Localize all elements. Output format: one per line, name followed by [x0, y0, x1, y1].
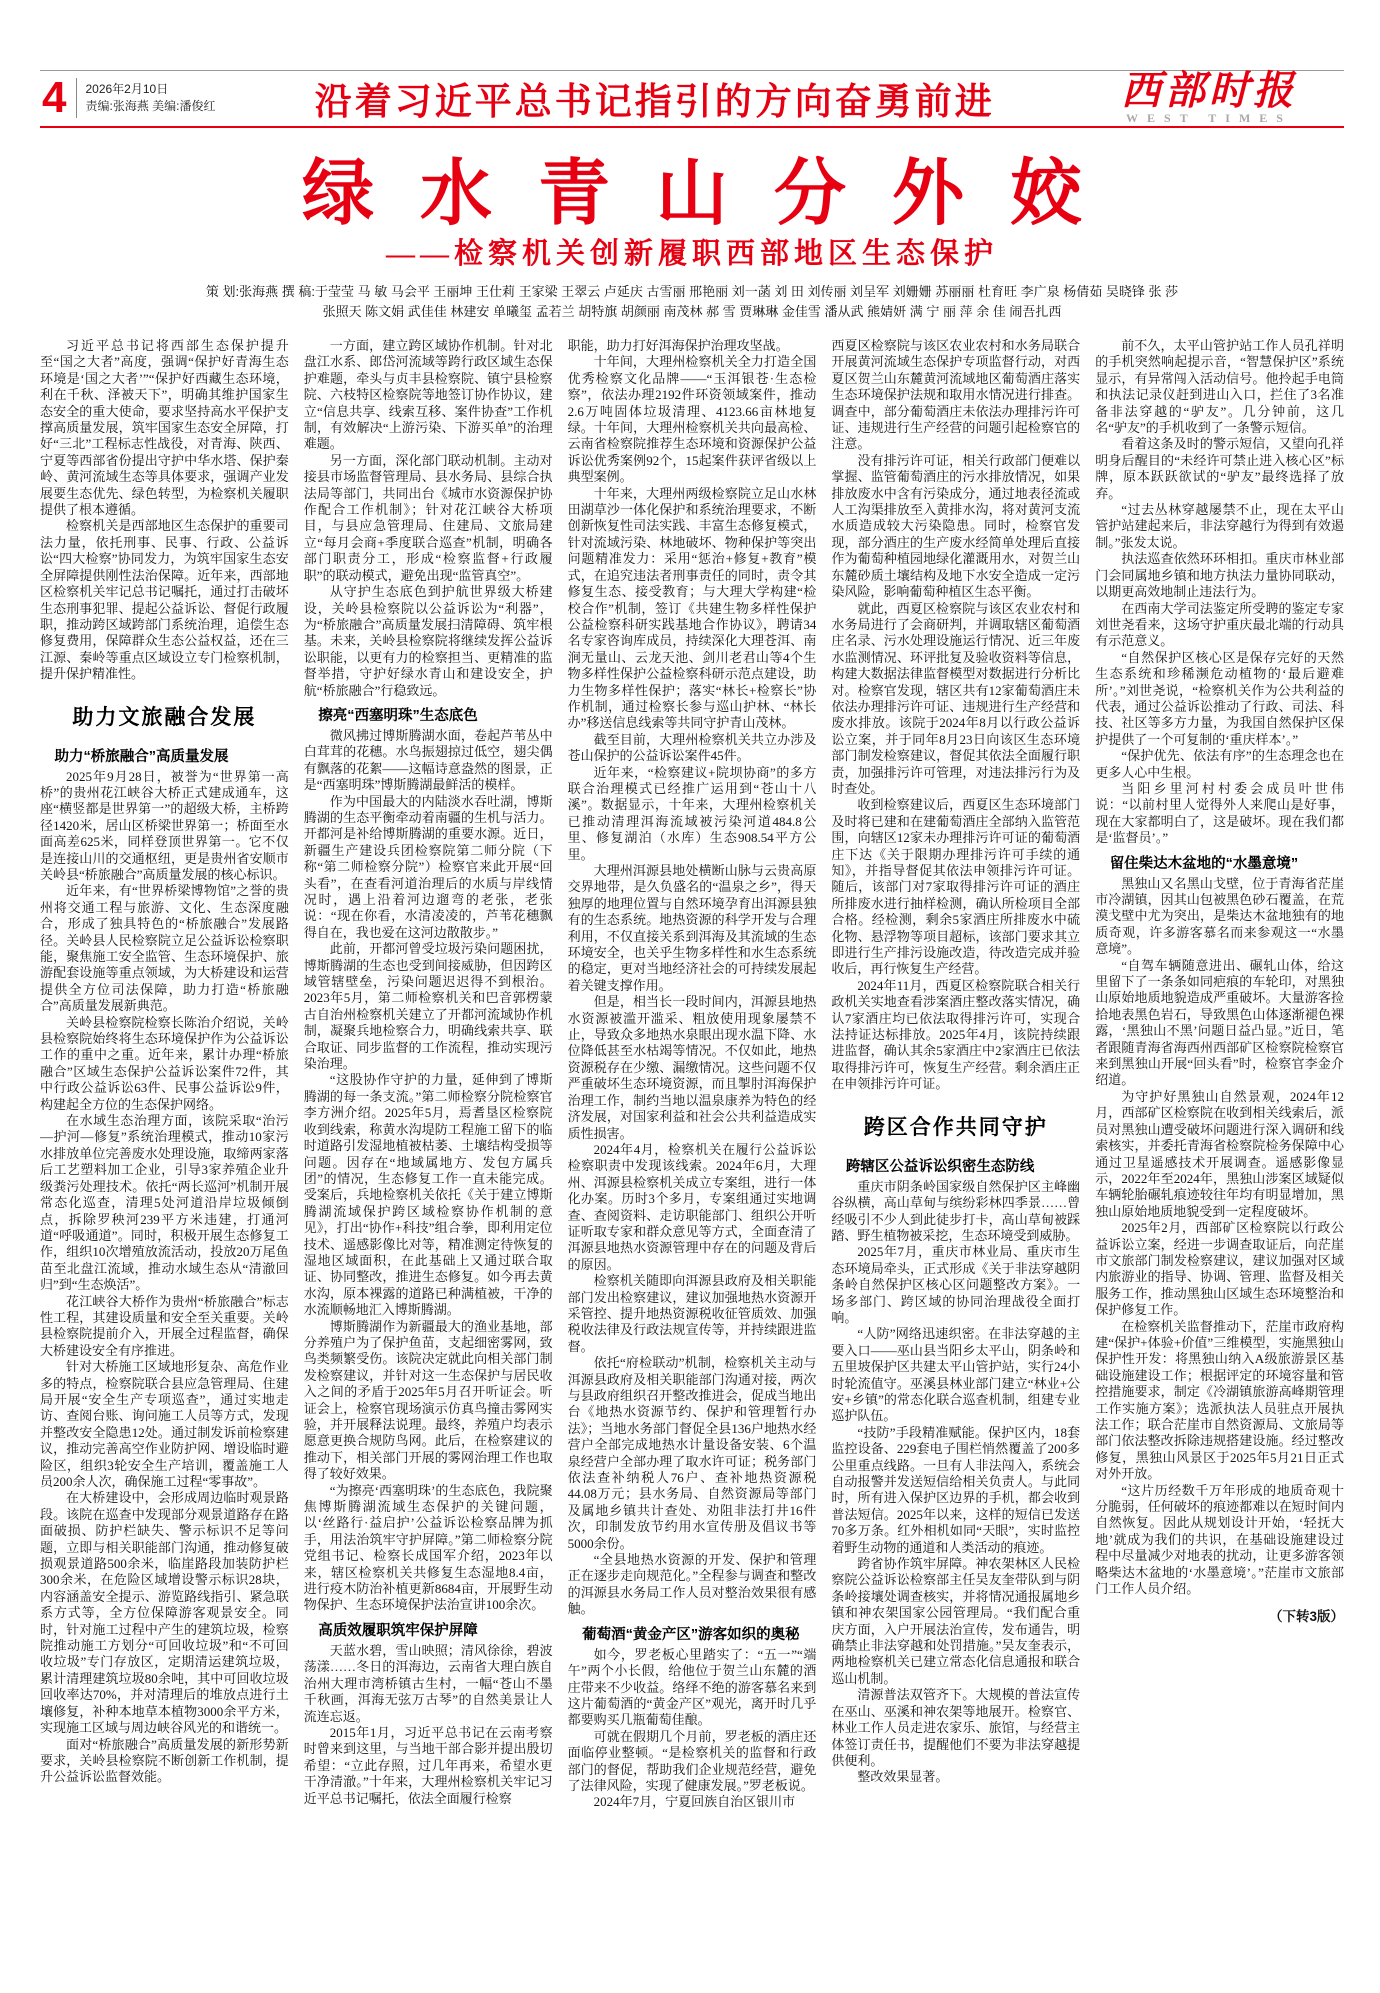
paragraph: 就此，西夏区检察院与该区农业农村和水务局进行了会商研判，并调取辖区葡萄酒庄名录、污水处理设施运行情况、近三年废水监测情况、环评批复及验收资料等信息，构建大数据法律监督模型对数据进行分析比对。检察官发现，辖区共有12家葡萄酒庄未依法办理排污许可证、违规进行生产经营和废水排放。该院于2024年8月以行政公益诉讼立案，并于同年8月23日向该区生态环境部门制发检察建议，督促其依法全面履行职责，加强排污许可管理，对违法排污行为及时查处。 — [831, 600, 1081, 796]
paragraph-continued: 西夏区检察院与该区农业农村和水务局联合开展黄河流域生态保护专项监督行动，对西夏区贺兰山东麓黄河流域地区葡萄酒庄落实生态环境保护法规和取用水情况进行排查。调查中，部分葡萄酒庄未依法办理排污许可证、违规进行生产经营的问题引起检察官的注意。 — [831, 338, 1081, 452]
paragraph: 天蓝水碧，雪山映照；清风徐徐，碧波荡漾……冬日的洱海边，云南省大理白族自治州大理市湾桥镇古生村，一幅“苍山不墨千秋画，洱海无弦万古琴”的自然美景让人流连忘返。 — [303, 1642, 553, 1724]
paragraph: 面对“桥旅融合”高质量发展的新形势新要求，关岭县检察院不断创新工作机制，提升公益诉讼监督效能。 — [40, 1736, 289, 1785]
paragraph: 前不久，太平山管护站工作人员孔祥明的手机突然响起提示音，“智慧保护区”系统显示，有异常闯入活动信号。他拎起手电筒和执法记录仪赶到进山入口，拦住了3名准备非法穿越的“驴友”。几分钟前，这几名“驴友”的手机收到了一条警示短信。 — [1095, 338, 1344, 436]
paragraph: 花江峡谷大桥作为贵州“桥旅融合”标志性工程，其建设质量和安全至关重要。关岭县检察院提前介入，开展全过程监督，确保大桥建设安全有序推进。 — [40, 1293, 289, 1358]
byline — [40, 282, 1344, 322]
paragraph: 2025年7月，重庆市林业局、重庆市生态环境局牵头，正式形成《关于非法穿越阴条岭自然保护区核心区问题整改方案》。一场多部门、跨区域的协同治理战役全面打响。 — [831, 1244, 1081, 1325]
paragraph: 但是，相当长一段时间内，洱源县地热水资源被滥开滥采、粗放使用现象屡禁不止，导致众多地热水泉眼出现水温下降、水位降低甚至水枯竭等情况。不仅如此，地热资源税存在少缴、漏缴情况。这些问题不仅严重破坏生态环境资源，而且掣肘洱海保护治理工作，制约当地以温泉康养为特色的经济发展，对国家利益和社会公共利益造成实质性损害。 — [567, 994, 817, 1141]
subsection-heading: 跨辖区公益诉讼织密生态防线 — [845, 1158, 1035, 1175]
paragraph: “过去丛林穿越屡禁不止，现在太平山管护站建起来后，非法穿越行为得到有效遏制。”张发太说。 — [1095, 502, 1344, 550]
paragraph: “保护优先、依法有序”的生态理念也在更多人心中生根。 — [1095, 748, 1344, 780]
byline-line1: 策 划:张海燕 撰 稿:于莹莹 马 敏 马会平 王丽坤 王仕莉 王家梁 王翠云 卢延庆 古雪丽 邢艳丽 刘一菡 刘 田 刘传丽 刘呈军 刘姗姗 苏丽丽 杜育旺 李广泉 杨倩茹 吴晓锋 张 莎 — [205, 284, 1179, 299]
paragraph: 可就在假期几个月前，罗老板的酒庄还面临停业整顿。“是检察机关的监督和行政部门的督促，帮助我们企业规范经营，避免了法律风险，实现了健康发展。”罗老板说。 — [567, 1728, 817, 1793]
newspaper-page — [0, 70, 1380, 1930]
paragraph: 大理州洱源县地处横断山脉与云贵高原交界地带，是久负盛名的“温泉之乡”，得天独厚的地理位置与自然环境孕育出洱源县独有的生态系统。地热资源的科学开发与合理利用，不仅直接关系到洱海及其流域的生态环境安全，也关乎生物多样性和水生态系统的稳定，更对当地经济社会的可持续发展起着关键支撑作用。 — [567, 863, 817, 993]
column-3 — [568, 338, 817, 1930]
paragraph: 2024年7月，宁夏回族自治区银川市 — [593, 1794, 796, 1810]
paragraph: 黑独山又名黑山戈壁，位于青海省茫崖市冷湖镇，因其山包被黑色砂石覆盖，在荒漠戈壁中尤为突出，是柴达木盆地独有的地质奇观，许多游客慕名而来参观这一“水墨意境”。 — [1095, 875, 1344, 957]
paragraph: 当阳乡里河村村委会成员叶世伟说：“以前村里人觉得外人来爬山是好事，现在大家都明白了，这是破坏。现在我们都是‘监督员’。” — [1095, 780, 1344, 846]
paragraph: 在西南大学司法鉴定所受聘的鉴定专家刘世尧看来，这场守护重庆最北端的行动具有示范意义。 — [1095, 600, 1344, 649]
paragraph: “自然保护区核心区是保存完好的天然生态系统和珍稀濒危动植物的‘最后避难所’。”刘世尧说，“检察机关作为公共利益的代表，通过公益诉讼推动了行政、司法、科技、社区等多方力量，为我国自然保护区保护提供了一个可复制的‘重庆样本’。” — [1095, 649, 1344, 747]
paragraph: 近年来，“检察建议+院坝协商”的多方联合治理模式已经推广运用到“苍山十八溪”。数据显示，十年来，大理州检察机关已推动清理洱海流域被污染河道484.8公里、修复湖泊（水库）生态908.54平方公里。 — [567, 764, 817, 862]
paragraph: 检察机关随即向洱源县政府及相关职能部门发出检察建议，建议加强地热水资源开采管控、提升地热资源税收征管质效、加强税收法律及行政法规宣传等，并持续跟进监督。 — [567, 1273, 817, 1354]
header-divider — [76, 78, 77, 118]
subsection-heading: 葡萄酒“黄金产区”游客如织的奥秘 — [582, 1626, 800, 1643]
page-number: 4 — [42, 73, 67, 122]
paragraph: 十年来，大理州两级检察院立足山水林田湖草沙一体化保护和系统治理要求，不断创新恢复性司法实践、丰富生态修复模式，针对流域污染、林地破坏、物种保护等突出问题精准发力：采用“惩治+修复+教育”模式，在追究违法者刑事责任的同时，责令其修复生态、接受教育；与大理大学构建“检校合作”机制，签订《共建生物多样性保护公益检察科研实践基地合作协议》，聘请34名专家咨询库成员，持续深化大理苍洱、南涧无量山、云龙天池、剑川老君山等4个生物多样性保护公益检察科研示范点建设，助力生物多样性保护；落实“林长+检察长”协作机制，通过检察长参与巡山护林、“林长办”移送信息线索等共同守护青山茂林。 — [567, 485, 817, 731]
paragraph: 收到检察建议后，西夏区生态环境部门及时将已建和在建葡萄酒庄全部纳入监管范围，向辖区12家未办理排污许可证的葡萄酒庄下达《关于限期办理排污许可手续的通知》，并指导督促其依法申领排污许可证。随后，该部门对7家取得排污许可证的酒庄所排废水进行抽样检测，确认所检项目全部合格。经检测，剩余5家酒庄所排废水中硫化物、悬浮物等项目超标，该部门要求其立即进行生产排污设施改造，待改造完成并验收后，再行恢复生产经营。 — [831, 797, 1081, 977]
paragraph: 针对大桥施工区域地形复杂、高危作业多的特点，检察院联合县应急管理局、住建局开展“安全生产专项巡查”，通过实地走访、查阅台账、询问施工人员等方式，发现并整改安全隐患12处。通过制发诉前检察建议，推动完善高空作业防护网、增设临时避险区，组织3轮安全生产培训，覆盖施工人员200余人次，确保施工过程“零事故”。 — [40, 1359, 289, 1489]
paragraph: 十年间，大理州检察机关全力打造全国优秀检察文化品牌——“玉洱银苍·生态检察”，依法办理2192件环资领域案件，推动2.6万吨固体垃圾清理、4123.66亩林地复绿。十年间，大理州检察机关共向最高检、云南省检察院推荐生态环境和资源保护公益诉讼优秀案例92个，15起案件获评省级以上典型案例。 — [567, 354, 817, 485]
column-2 — [304, 338, 553, 1930]
paragraph: 2015年1月，习近平总书记在云南考察时曾来到这里，与当地干部合影并提出殷切希望：“立此存照，过几年再来，希望水更干净清澈。”十年来，大理州检察机关牢记习近平总书记嘱托，依法全面履行检察 — [303, 1724, 553, 1806]
article-columns — [40, 338, 1344, 1930]
byline-line2: 张照天 陈文娟 武佳佳 林建安 单曦玺 孟若兰 胡特旗 胡颜丽 南茂林 郝 雪 贾琳琳 金佳雪 潘从武 熊婧妍 满 宁 丽 萍 余 佳 闹吾扎西 — [322, 304, 1062, 319]
date-editor-block — [85, 81, 235, 115]
paragraph: 检察机关是西部地区生态保护的重要司法力量，依托刑事、民事、行政、公益诉讼“四大检察”协同发力，为筑牢国家生态安全屏障提供刚性法治保障。近年来，西部地区检察机关牢记总书记嘱托，通过打击破坏生态刑事犯罪、提起公益诉讼、督促行政履职，推动跨区域跨部门系统治理，追偿生态修复费用，保障群众生态公益权益，还在三江源、秦岭等重点区域设立专门检察机制，提升保护精准性。 — [40, 518, 289, 682]
paragraph: 如今，罗老板心里踏实了：“五一”“端午”两个小长假，给他位于贺兰山东麓的酒庄带来不少收益。络绎不绝的游客慕名来到这片葡萄酒的“黄金产区”观光，离开时几乎都要购买几瓶葡萄佳酿。 — [567, 1646, 817, 1728]
masthead — [1074, 70, 1344, 126]
paragraph: 整改效果显著。 — [857, 1769, 949, 1785]
paragraph: 执法巡查依然环环相扣。重庆市林业部门会同属地乡镇和地方执法力量协同联动，以期更高效地制止违法行为。 — [1095, 551, 1344, 600]
issue-date: 2026年2月10日 — [85, 82, 169, 96]
paragraph: 看着这条及时的警示短信，又望向孔祥明身后醒目的“未经许可禁止进入核心区”标牌，原本跃跃欲试的“驴友”最终选择了放弃。 — [1095, 436, 1344, 501]
paragraph: 2024年4月，检察机关在履行公益诉讼检察职责中发现该线索。2024年6月，大理州、洱源县检察机关成立专案组，进行一体化办案。历时3个多月，专案组通过实地调查、查阅资料、走访职能部门、组织公开听证听取专家和群众意见等方式，全面查清了洱源县地热水资源管理中存在的问题及背后的原因。 — [567, 1141, 817, 1272]
paragraph: “人防”网络迅速织密。在非法穿越的主要入口——巫山县当阳乡太平山，阴条岭和五里坡保护区共建太平山管护站，实行24小时轮流值守。巫溪县林业部门建立“林业+公安+乡镇”的常态化联合巡查机制，组建专业巡护队伍。 — [831, 1326, 1081, 1424]
paragraph: “自驾车辆随意进出、碾轧山体，给这里留下了一条条如同疤痕的车轮印，对黑独山原始地质地貌造成严重破坏。大量游客捡拾地表黑色岩石，导致黑色山体逐渐褪色裸露，‘黑独山不黑’问题日益凸显。”近日，笔者跟随青海省海西州西部矿区检察院检察官来到黑独山开展“回头看”时，检察官李金介绍道。 — [1095, 957, 1344, 1088]
paragraph: 另一方面，深化部门联动机制。主动对接县市场监督管理局、县水务局、县综合执法局等部门，共同出台《城市水资源保护协作配合工作机制》；针对花江峡谷大桥项目，与县应急管理局、住建局、文旅局建立“每月会商+季度联合巡查”机制，明确各部门职责分工，形成“检察监督+行政履职”的联动模式，避免出现“监管真空”。 — [303, 452, 553, 583]
paragraph: “这股协作守护的力量，延伸到了博斯腾湖的每一条支流。”第二师检察分院检察官李方洲介绍。2025年5月，焉耆垦区检察院收到线索，称黄水沟堤防工程施工留下的临时道路引发湿地植被枯萎、土壤结构受损等问题。因存在“地域属地方、发包方属兵团”的情况，生态修复工作一直未能完成。受案后，兵地检察机关依托《关于建立博斯腾湖流域保护跨区域检察协作机制的意见》，打出“协作+科技”组合拳，即利用定位技术、遥感影像比对等，精准测定待恢复的湿地区域面积，在此基础上又通过联合取证、协同整改，推进生态修复。如今再去黄水沟，原本裸露的道路已种满植被，干净的水流顺畅地汇入博斯腾湖。 — [303, 1072, 553, 1318]
paragraph: “技防”手段精准赋能。保护区内，18套监控设备、229套电子围栏悄然覆盖了200多公里重点线路。一旦有人非法闯入，系统会自动报警并发送短信给相关负责人。与此同时，所有进入保护区边界的手机，都会收到普法短信。2025年以来，这样的短信已发送70多万条。红外相机如同“天眼”，实时监控着野生动物的通道和人类活动的痕迹。 — [831, 1424, 1081, 1555]
continuation-note: （下转3版） — [1268, 1609, 1344, 1625]
column-5 — [1095, 338, 1344, 1930]
paragraph: “这片历经数千万年形成的地质奇观十分脆弱，任何破坏的痕迹都难以在短时间内自然恢复。因此从规划设计开始，‘轻抚大地’就成为我们的共识，在基础设施建设过程中尽量减少对地表的扰动，让更多游客领略柴达木盆地的‘水墨意境’。”茫崖市文旅部门工作人员介绍。 — [1095, 1482, 1344, 1597]
column-1 — [40, 338, 289, 1930]
paragraph: 清源普法双管齐下。大规模的普法宣传在巫山、巫溪和神农架等地展开。检察官、林业工作人员走进农家乐、旅馆，与经营主体签订责任书，提醒他们不要为非法穿越提供便利。 — [831, 1687, 1081, 1768]
paragraph: 一方面，建立跨区域协作机制。针对北盘江水系、郎岱河流域等跨行政区域生态保护难题，牵头与贞丰县检察院、镇宁县检察院、六枝特区检察院等地签订协作协议，建立“信息共享、线索互移、案件协查”工作机制，有效解决“上游污染、下游买单”的治理难题。 — [303, 338, 553, 452]
paragraph: 近年来，有“世界桥梁博物馆”之誉的贵州将交通工程与旅游、文化、生态深度融合，形成了独具特色的“桥旅融合”发展路径。关岭县人民检察院立足公益诉讼检察职能，聚焦施工安全监管、生态环境保护、旅游配套设施等重点领域，为大桥建设和运营提供全方位司法保障，助力打造“桥旅融合”高质量发展新典范。 — [40, 883, 289, 1014]
paragraph: “全县地热水资源的开发、保护和管理正在逐步走向规范化。”全程参与调查和整改的洱源县水务局工作人员对整治效果很有感触。 — [567, 1552, 817, 1617]
headline-subtitle: ——检察机关创新履职西部地区生态保护 — [385, 238, 998, 270]
paragraph-continued: 职能，助力打好洱海保护治理攻坚战。 — [567, 338, 789, 353]
paragraph: 微风拂过博斯腾湖水面，卷起芦苇丛中白茸茸的花穗。水鸟振翅掠过低空，翅尖偶有飘落的花絮——这幅诗意盎然的图景，正是“西塞明珠”博斯腾湖最鲜活的模样。 — [303, 727, 553, 793]
section-heading: 跨区合作共同守护 — [863, 1115, 1048, 1139]
header-banner-slogan: 沿着习近平总书记指引的方向奋勇前进 — [314, 81, 995, 122]
paragraph: 在大桥建设中，会形成周边临时观景路段。该院在巡查中发现部分观景道路存在路面破损、防护栏缺失、警示标识不足等问题，立即与相关职能部门沟通，推动修复破损观景道路500余米，临崖路段加装防护栏300余米，在危险区域增设警示标识28块，内容涵盖安全提示、游览路线指引、紧急联系方式等，全方位保障游客观景安全。同时，针对施工过程中产生的建筑垃圾，检察院推动施工方划分“可回收垃圾”和“不可回收垃圾”专门存放区，定期清运建筑垃圾，累计清理建筑垃圾80余吨，其中可回收垃圾回收率达70%，并对清理后的堆放点进行土壤修复，补种本地草本植物3000余平方米，实现施工区域与周边峡谷风光的和谐统一。 — [40, 1490, 289, 1736]
paragraph: 截至目前，大理州检察机关共立办涉及苍山保护的公益诉讼案件45件。 — [567, 731, 817, 764]
subsection-heading: 擦亮“西塞明珠”生态底色 — [318, 707, 478, 724]
subsection-heading: 留住柴达木盆地的“水墨意境” — [1109, 855, 1299, 872]
page-header — [40, 70, 1344, 128]
masthead-logo: 西部时报 — [1121, 68, 1297, 113]
column-4 — [831, 338, 1080, 1930]
paragraph: 在水域生态治理方面，该院采取“治污—护河—修复”系统治理模式，推动10家污水排放单位完善废水处理设施，取缔两家落后工艺塑料加工企业，引导3家养殖企业升级粪污处理技术。依托“两长巡河”机制开展常态化巡查，清理5处河道沿岸垃圾倾倒点，拆除罗秧河239平方米违建，打通河道“呼吸通道”。同时，积极开展生态修复工作，组织10次增殖放流活动，投放20万尾鱼苗至北盘江流域，推动水域生态从“清澈回归”到“生态焕活”。 — [40, 1113, 289, 1293]
paragraph: 重庆市阴条岭国家级自然保护区主峰幽谷纵横，高山草甸与缤纷彩林四季景……曾经吸引不少人到此徒步打卡，高山草甸被踩踏、野生植物被采挖，生态环境受到威胁。 — [831, 1178, 1081, 1243]
paragraph: 2025年2月，西部矿区检察院以行政公益诉讼立案，经进一步调查取证后，向茫崖市文旅部门制发检察建议，建议加强对区域内旅游业的指导、协调、管理、监督及相关服务工作，推动黑独山区域生态环境整治和保护修复工作。 — [1095, 1220, 1344, 1318]
paragraph: 从守护生态底色到护航世界级大桥建设，关岭县检察院以公益诉讼为“利器”，为“桥旅融合”高质量发展扫清障碍、筑牢根基。未来，关岭县检察院将继续发挥公益诉讼职能，以更有力的检察担当、更精准的监督举措，守护好绿水青山和建设安全，护航“桥旅融合”行稳致远。 — [303, 584, 553, 698]
paragraph: 为守护好黑独山自然景观，2024年12月，西部矿区检察院在收到相关线索后，派员对黑独山遭受破坏问题进行深入调研和线索核实，并委托青海省检察院检务保障中心通过卫星遥感技术开展调查。遥感影像显示，2022年至2024年，黑独山涉案区域疑似车辆轮胎碾轧痕迹较往年均有明显增加，黑独山原始地质地貌受到一定程度破坏。 — [1095, 1088, 1344, 1219]
paragraph: 依托“府检联动”机制，检察机关主动与洱源县政府及相关职能部门沟通对接，两次与县政府组织召开整改推进会，促成当地出台《地热水资源节约、保护和管理暂行办法》；当地水务部门督促全县136户地热水经营户全部完成地热水计量设备安装、6个温泉经营户全部办理了取水许可证；税务部门依法查补纳税人76户、查补地热资源税44.08万元；县水务局、自然资源局等部门及属地乡镇共计查处、劝阻非法打井16件次，印制发放节约用水宣传册及倡议书等5000余份。 — [567, 1355, 817, 1551]
paragraph: 2024年11月，西夏区检察院联合相关行政机关实地查看涉案酒庄整改落实情况，确认7家酒庄均已依法取得排污许可，实现合法持证达标排放。2025年4月，该院持续跟进监督，确认其余5家酒庄中2家酒庄已依法取得排污许可，恢复生产经营。剩余酒庄正在申领排污许可证。 — [831, 977, 1081, 1092]
paragraph: 博斯腾湖作为新疆最大的渔业基地，部分养殖户为了保护鱼苗，支起细密雾网，致鸟类频繁受伤。该院决定就此向相关部门制发检察建议，并针对这一生态保护与居民收入之间的矛盾于2025年5月召开听证会。听证会上，检察官现场演示仿真鸟撞击雾网实验，并开展释法说理。最终，养殖户均表示愿意更换合规防鸟网。此后，在检察建议的推动下，相关部门开展的雾网治理工作也取得了较好效果。 — [303, 1318, 553, 1482]
masthead-english: WEST TIMES — [1126, 111, 1292, 125]
paragraph: “为擦亮‘西塞明珠’的生态底色，我院聚焦博斯腾湖流域生态保护的关键问题，以‘丝路行·益启护’公益诉讼检察品牌为抓手，用法治筑牢守护屏障。”第二师检察分院党组书记、检察长成国军介绍，2023年以来，辖区检察机关共修复生态湿地8.4亩，进行疫木防治补植更新8684亩，开展野生动物保护、生态环境保护法治宣讲100余次。 — [303, 1482, 553, 1613]
subsection-heading: 助力“桥旅融合”高质量发展 — [54, 748, 229, 765]
editors-line: 责编:张海燕 美编:潘俊红 — [85, 99, 216, 113]
paragraph: 2025年9月28日，被誉为“世界第一高桥”的贵州花江峡谷大桥正式建成通车，这座“横竖都是世界第一”的超级大桥，主桥跨径1420米，居山区桥梁世界第一；桥面至水面高差625米，同样登顶世界第一。它不仅是连接山川的交通枢纽，更是贵州省安顺市关岭县“桥旅融合”高质量发展的核心标识。 — [40, 768, 289, 882]
paragraph: 跨省协作筑牢屏障。神农架林区人民检察院公益诉讼检察部主任吴友奎带队到与阴条岭接壤处调查核实，并将情况通报属地乡镇和神农架国家公园管理局。“我们配合重庆方面，入户开展法治宣传，发布通告，明确禁止非法穿越和处罚措施。”吴友奎表示，两地检察机关已建立常态化信息通报和联合巡山机制。 — [831, 1556, 1081, 1686]
paragraph: 习近平总书记将西部生态保护提升至“国之大者”高度，强调“保护好青海生态环境是‘国之大者’”“保护好西藏生态环境，利在千秋、泽被天下”，明确其维护国家生态安全的重大使命，要求坚持高水平保护支撑高质量发展，筑牢国家生态安全屏障，打好“三北”工程标志性战役，对青海、陕西、宁夏等西部省份提出守护中华水塔、保护秦岭、黄河流域生态等具体要求，强调产业发展要生态优先、绿色转型，为检察机关履职提供了根本遵循。 — [40, 338, 289, 518]
paragraph: 没有排污许可证，相关行政部门便难以掌握、监管葡萄酒庄的污水排放情况，如果排放废水中含有污染成分，通过地表径流或人工沟渠排放至入黄排水沟，将对黄河支流水质造成较大污染隐患。同时，检察官发现，部分酒庄的生产废水经简单处理后直接作为葡萄种植园地绿化灌溉用水，对贺兰山东麓砂质土壤结构及地下水安全造成一定污染风险，影响葡萄种植区生态平衡。 — [831, 452, 1081, 600]
subsection-heading: 高质效履职筑牢保护屏障 — [318, 1622, 478, 1639]
section-heading: 助力文旅融合发展 — [72, 705, 257, 729]
main-headline: 绿水青山分外姣 — [301, 154, 1128, 234]
paragraph: 在检察机关监督推动下，茫崖市政府构建“保护+体验+价值”三维模型，实施黑独山保护性开发：将黑独山纳入A级旅游景区基础设施建设工作；根据评定的环境容量和管控措施要求，制定《冷湖镇旅游高峰期管理工作实施方案》；选派执法人员驻点开展执法工作；联合茫崖市自然资源局、文旅局等部门依法整改拆除违规搭建设施。经过整改修复，黑独山风景区于2025年5月21日正式对外开放。 — [1095, 1318, 1344, 1482]
paragraph: 作为中国最大的内陆淡水吞吐湖，博斯腾湖的生态平衡牵动着南疆的生机与活力。开都河是补给博斯腾湖的重要水源。近日，新疆生产建设兵团检察院第二师分院（下称“第二师检察分院”）检察官来此开展“回头看”，在查看河道治理后的水质与岸线情况时，遇上沿着河边遛弯的老张，老张说：“现在你看，水清凌凌的，芦苇花穗飘得自在，我也爱在这河边散散步。” — [303, 793, 553, 940]
paragraph: 此前，开都河曾受垃圾污染问题困扰，博斯腾湖的生态也受到间接威胁，但因跨区域管辖壁垒，污染问题迟迟得不到根治。2023年5月，第二师检察机关和巴音郭楞蒙古自治州检察机关建立了开都河流域协作机制，凝聚兵地检察合力，明确线索共享、联合取证、同步监督的工作流程，推动实现污染治理。 — [303, 941, 553, 1072]
paragraph: 关岭县检察院检察长陈治介绍说，关岭县检察院始终将生态环境保护作为公益诉讼工作的重中之重。近年来，累计办理“桥旅融合”区域生态保护公益诉讼案件72件，其中行政公益诉讼63件、民事公益诉讼9件，构建起全方位的生态保护网络。 — [40, 1014, 289, 1112]
